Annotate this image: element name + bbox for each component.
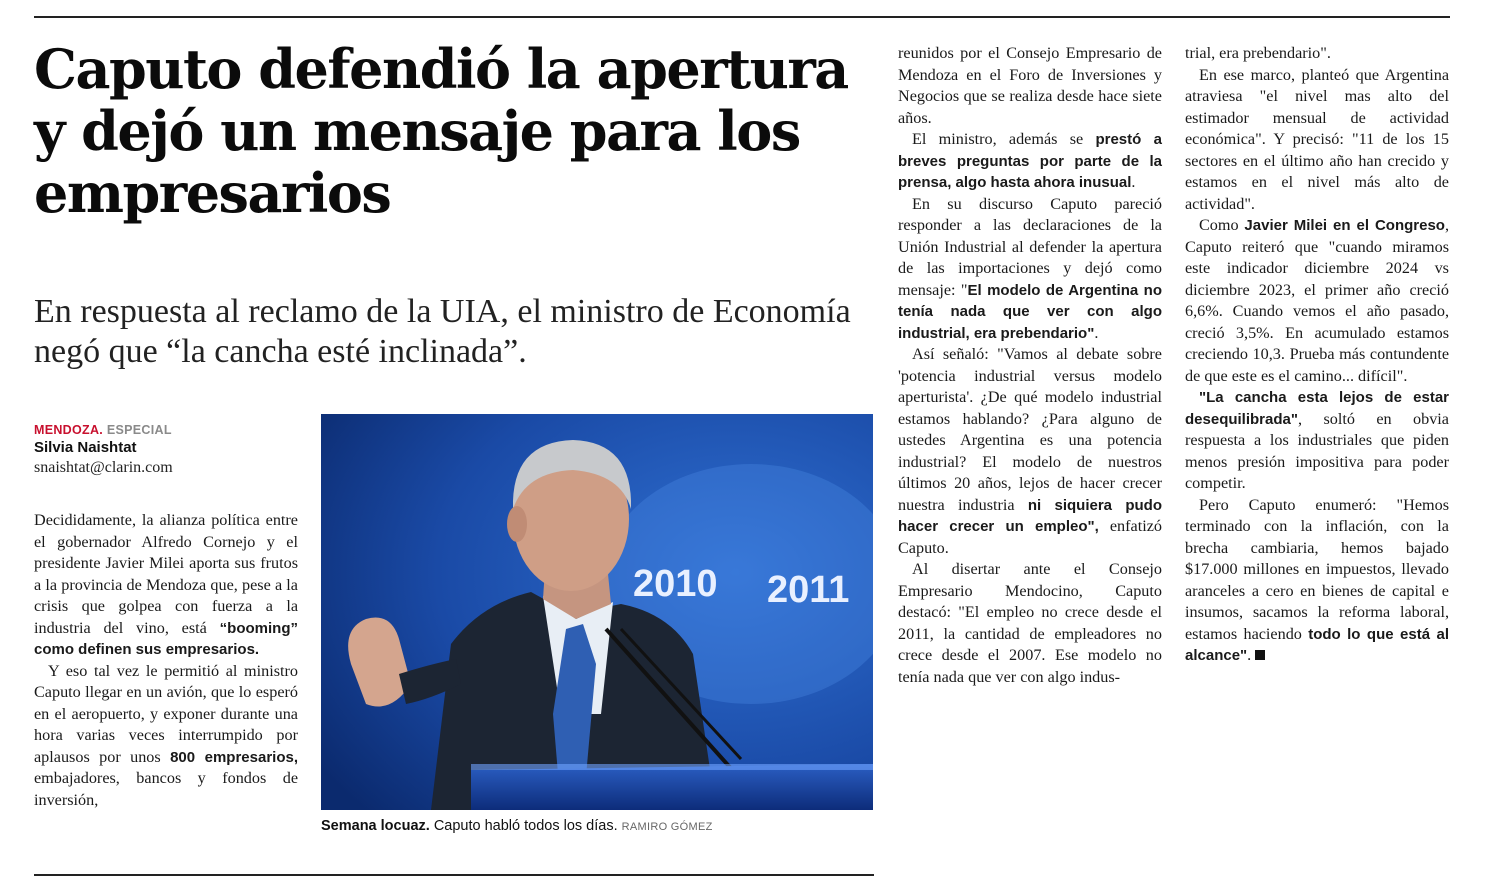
paragraph (34, 661, 298, 812)
top-rule (34, 16, 1450, 18)
paragraph (1185, 387, 1449, 495)
bold-run: todo lo que está al alcance" (1185, 625, 1449, 664)
paragraph: reunidos por el Consejo Empresario de Mendoza en el Foro de Inversiones y Negocios que se realiza desde hace siete años. (898, 44, 1162, 127)
column-1 (34, 510, 298, 811)
bold-run: El modelo de Argentina no tenía nada que ver con algo industrial, era prebendario" (898, 281, 1162, 342)
caption-text: Caputo habló todos los días. (433, 818, 618, 834)
paragraph: Al disertar ante el Consejo Empresario Mendocino, Caputo destacó: "El empleo no crece desde el 2011, la cantidad de empleadores no crece desde el 2007. Ese modelo no tenía nada que ver con algo indus- (898, 560, 1162, 686)
paragraph: En ese marco, planteó que Argentina atraviesa "el nivel mas alto del estimador mensual de actividad económica". Y precisó: "11 de los 15 sectores en el último año han crecido y estamos en el nivel más alto de actividad". (1185, 65, 1449, 213)
text-run: , Caputo reiteró que "cuando miramos este indicador diciembre 2024 vs diciembre 2023, el primer año creció 6,6%. Cuando vemos el año pasado, creció 3,5%. En acumulado estamos creciendo 10,3. Prueba más contundente de que este es el camino... difícil". (1185, 216, 1450, 385)
byline-author: Silvia Naishtat (34, 439, 137, 456)
paragraph: trial, era prebendario". (1185, 44, 1331, 62)
paragraph (898, 194, 1162, 345)
article-photo (321, 414, 873, 810)
text-run: . (1131, 173, 1136, 191)
bold-run: “booming” como definen sus empresarios. (34, 619, 298, 658)
headline: Caputo defendió la apertura y dejó un mensaje para los empresarios (34, 37, 848, 225)
byline-place: MENDOZA. (34, 423, 104, 437)
bold-run: 800 empresarios, (170, 748, 298, 766)
byline (34, 422, 173, 478)
column-2 (898, 43, 1162, 688)
text-run: . (1094, 323, 1099, 342)
text-run: Así señaló: "Vamos al debate sobre 'potencia industrial versus modelo aperturista'. ¿De qué modelo industrial estamos hablando? ¿Para alguno de ustedes Argentina es una potencia industrial? El modelo de nuestros últimos 20 años, lejos de hacer crecer nuestra industria (898, 345, 1162, 514)
text-run: Pero Caputo enumeró: "Hemos terminado con la inflación, con la brecha cambiaria, hemos bajado $17.000 millones en impuestos, llevado aranceles a cero en bienes de capital e insumos, sacamos la reforma laboral, estamos haciendo (1185, 495, 1449, 643)
paragraph (1185, 215, 1449, 387)
bold-run: Javier Milei en el Congreso (1244, 217, 1445, 234)
byline-section: ESPECIAL (106, 423, 172, 437)
photo-credit: RAMIRO GÓMEZ (621, 821, 713, 833)
text-run: embajadores, bancos y fondos de inversión, (34, 769, 298, 809)
bold-run: prestó a breves preguntas por parte de la prensa, algo hasta ahora inusual (898, 131, 1162, 191)
caption-lead: Semana locuaz. (321, 818, 430, 834)
deck-subtitle: En respuesta al reclamo de la UIA, el ministro de Economía negó que “la cancha esté inclinada”. (34, 293, 851, 370)
text-run: En su discurso Caputo pareció responder a las declaraciones de la Unión Industrial al defender la apertura de las importaciones y dejó como mensaje: " (898, 194, 1162, 299)
speaker-photo-illustration (321, 414, 873, 810)
byline-kicker (34, 422, 173, 438)
bold-run: "La cancha esta lejos de estar desequilibrada" (1185, 389, 1449, 428)
paragraph (1185, 495, 1449, 667)
text-run: . (1247, 646, 1252, 664)
text-run: El ministro, además se (912, 130, 1096, 148)
text-run: enfatizó Caputo. (898, 517, 1162, 557)
end-of-article-mark (1255, 650, 1265, 660)
year-2010-label: 2010 (633, 563, 718, 605)
paragraph (34, 510, 298, 661)
paragraph (898, 129, 1162, 194)
text-run: Y eso tal vez le permitió al ministro Caputo llegar en un avión, que lo esperó en el aeropuerto, y exponer durante una hora varias veces interrumpido por aplausos por unos (34, 661, 298, 766)
column-3 (1185, 43, 1449, 667)
bold-run: ni siquiera pudo hacer crecer un empleo", (898, 496, 1162, 535)
photo-caption (321, 818, 713, 834)
byline-email[interactable]: snaishtat@clarin.com (34, 459, 173, 476)
text-run: Decididamente, la alianza política entre el gobernador Alfredo Cornejo y el presidente Javier Milei aporta sus frutos a la provincia de Mendoza que, pese a la crisis que golpea con fuerza a la industria del vino, está (34, 511, 298, 637)
year-2011-label: 2011 (767, 569, 850, 611)
text-run: Como (1199, 216, 1245, 234)
paragraph (898, 344, 1162, 559)
text-run: , soltó en obvia respuesta a los industriales que piden menos presión impositiva para poder competir. (1185, 409, 1449, 492)
bottom-rule (34, 874, 874, 876)
